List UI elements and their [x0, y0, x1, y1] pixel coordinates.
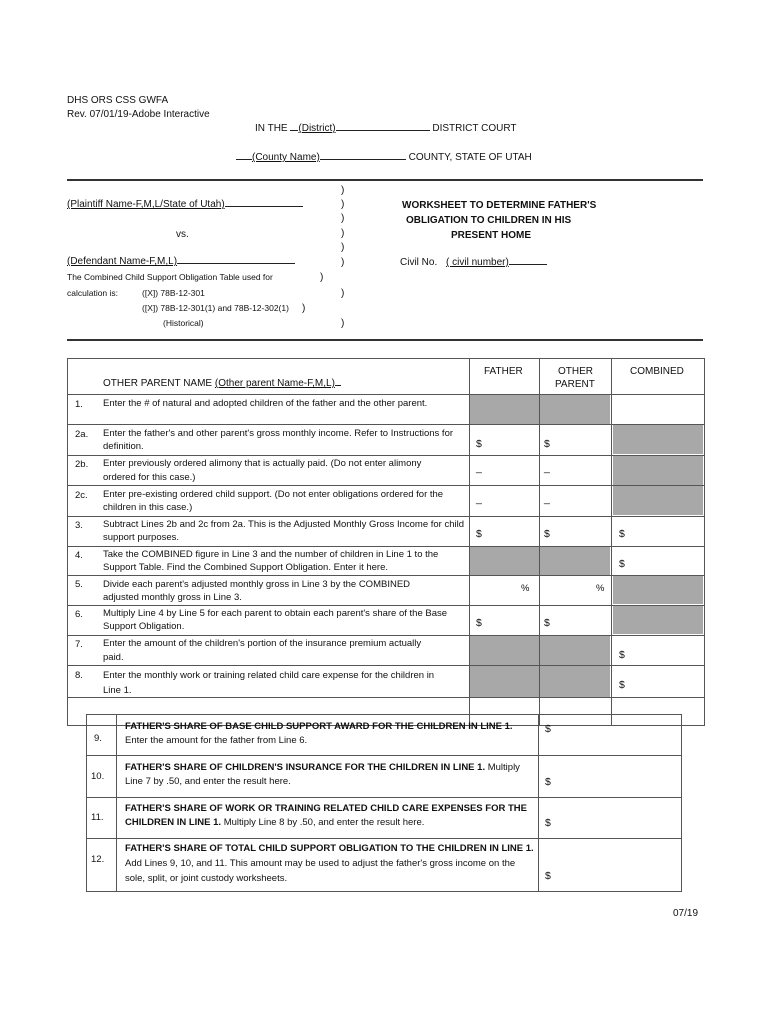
line-10-field[interactable]: $ — [545, 776, 551, 788]
father-3-field[interactable]: $ — [476, 528, 482, 540]
row-text: Enter the father's and other parent's gross monthly income. Refer to Instructions for definition. — [103, 428, 454, 452]
caption-paren: ) — [341, 288, 345, 299]
summary-row-text: FATHER'S SHARE OF CHILDREN'S INSURANCE FOR THE CHILDREN IN LINE 1. Multiply Line 7 by .50, and enter the result here. — [125, 762, 520, 787]
row-text: Divide each parent's adjusted monthly gross in Line 3 by the COMBINED adjusted monthly gross in Line 3. — [103, 579, 411, 603]
summary-row-number: 12. — [91, 854, 105, 865]
other-2a-field[interactable]: $ — [544, 438, 550, 450]
footer-date: 07/19 — [673, 908, 699, 919]
summary-row-text: FATHER'S SHARE OF BASE CHILD SUPPORT AWARD FOR THE CHILDREN IN LINE 1. Enter the amount for the father from Line 6. — [125, 721, 513, 746]
combined-8-field[interactable]: $ — [619, 679, 625, 691]
line-9-field[interactable]: $ — [545, 723, 551, 735]
row-number: 3. — [75, 520, 83, 531]
row-number: 2b. — [75, 459, 89, 470]
caption-paren: ) — [341, 185, 345, 196]
caption-paren: ) — [341, 213, 345, 224]
caption-paren: ) — [341, 242, 345, 253]
caption-bottom-rule — [67, 339, 703, 341]
shaded-cell — [613, 605, 703, 634]
plaintiff-field[interactable]: (Plaintiff Name-F,M,L/State of Utah) — [67, 199, 225, 210]
court-line: IN THE (District) DISTRICT COURT — [255, 123, 517, 134]
shaded-cell — [540, 547, 610, 575]
form-id: DHS ORS CSS GWFA — [67, 95, 169, 106]
form-revision: Rev. 07/01/19-Adobe Interactive — [67, 109, 210, 120]
county-field[interactable]: (County Name) — [252, 152, 320, 163]
worksheet-title-3: PRESENT HOME — [451, 230, 532, 241]
row-text: Multiply Line 4 by Line 5 for each parent to obtain each parent's share of the Base Support Obligation. — [103, 608, 448, 632]
col-combined: COMBINED — [630, 366, 684, 377]
plaintiff-line — [67, 199, 303, 210]
row-number: 2c. — [75, 490, 88, 501]
summary-row-text: FATHER'S SHARE OF WORK OR TRAINING RELATED CHILD CARE EXPENSES FOR THE CHILDREN IN LINE 1. Multiply Line 8 by .50, and enter the result here. — [125, 803, 527, 828]
other-6-field[interactable]: $ — [544, 617, 550, 629]
summary-row-number: 9. — [94, 733, 102, 744]
caption-top-rule — [67, 179, 703, 181]
line-12-field[interactable]: $ — [545, 870, 551, 882]
shaded-cell — [540, 636, 610, 665]
combined-3-field[interactable]: $ — [619, 528, 625, 540]
other-parent-name-line: OTHER PARENT NAME (Other parent Name-F,M,L) — [103, 378, 341, 389]
row-number: 7. — [75, 639, 83, 650]
row-text: Enter the monthly work or training related child care expense for the children in Line 1. — [103, 670, 435, 696]
col-father: FATHER — [484, 366, 523, 377]
civil-number-field[interactable]: ( civil number) — [446, 257, 509, 268]
row-text: Enter the # of natural and adopted children of the father and the other parent. — [103, 398, 428, 409]
father-6-field[interactable]: $ — [476, 617, 482, 629]
shaded-cell — [469, 636, 539, 665]
shaded-cell — [613, 486, 703, 515]
table-note: The Combined Child Support Obligation Table used for — [67, 272, 273, 282]
defendant-field[interactable]: (Defendant Name-F,M,L) — [67, 256, 178, 267]
option-301-302[interactable]: ([X]) 78B-12-301(1) and 78B-12-302(1) — [142, 303, 289, 313]
caption-paren: ) — [302, 303, 306, 314]
caption-paren: ) — [341, 318, 345, 329]
row-number: 5. — [75, 579, 83, 590]
row-text: Subtract Lines 2b and 2c from 2a. This is the Adjusted Monthly Gross Income for child support purposes. — [103, 519, 465, 543]
district-field[interactable]: (District) — [298, 123, 336, 134]
shaded-cell — [540, 666, 610, 697]
summary-table — [86, 714, 682, 892]
summary-row-text: FATHER'S SHARE OF TOTAL CHILD SUPPORT OBLIGATION TO THE CHILDREN IN LINE 1. Add Lines 9, 10, and 11. This amount may be used to adjust the father's gross income on the sole, split, or joint custody worksheets. — [125, 843, 534, 884]
father-2a-field[interactable]: $ — [476, 438, 482, 450]
other-3-field[interactable]: $ — [544, 528, 550, 540]
other-2b-field[interactable]: _ — [544, 462, 550, 474]
father-2c-field[interactable]: _ — [476, 493, 482, 505]
shaded-cell — [469, 666, 539, 697]
worksheet-table — [67, 358, 705, 726]
caption-paren: ) — [341, 199, 345, 210]
summary-row-number: 11. — [91, 812, 104, 823]
other-parent-name-field[interactable]: (Other parent Name-F,M,L) — [214, 378, 335, 389]
father-5-field[interactable]: % — [521, 583, 530, 594]
caption-paren: ) — [320, 272, 324, 283]
combined-7-field[interactable]: $ — [619, 649, 625, 661]
caption-paren: ) — [341, 257, 345, 268]
summary-row-number: 10. — [91, 771, 105, 782]
row-number: 2a. — [75, 429, 89, 440]
county-line: (County Name) COUNTY, STATE OF UTAH — [236, 152, 532, 163]
shaded-cell — [540, 394, 610, 424]
line-11-field[interactable]: $ — [545, 817, 551, 829]
father-2b-field[interactable]: _ — [476, 462, 482, 474]
row-number: 1. — [75, 399, 83, 410]
row-text: Take the COMBINED figure in Line 3 and the number of children in Line 1 to the Support Table. Find the Combined Support Obligation. Enter it here. — [103, 549, 439, 573]
row-number: 4. — [75, 550, 83, 561]
col-other-parent: PARENT — [555, 379, 595, 390]
shaded-cell — [613, 576, 703, 604]
vs-label: vs. — [176, 229, 189, 240]
row-number: 8. — [75, 670, 83, 681]
row-number: 6. — [75, 609, 83, 620]
defendant-line — [67, 256, 295, 267]
row-text: Enter previously ordered alimony that is actually paid. (Do not enter alimony ordered for this case.) — [103, 458, 422, 483]
worksheet-title-2: OBLIGATION TO CHILDREN IN HIS — [406, 215, 572, 226]
col-other-parent: OTHER — [558, 366, 593, 377]
row-text: Enter pre-existing ordered child support. (Do not enter obligations ordered for the children in this case.) — [103, 489, 444, 513]
shaded-cell — [613, 425, 703, 454]
shaded-cell — [469, 394, 539, 424]
shaded-cell — [469, 547, 539, 575]
civil-no-line: Civil No. ( civil number) — [400, 257, 547, 268]
row-text: Enter the amount of the children's portion of the insurance premium actually paid. — [103, 638, 422, 663]
shaded-cell — [613, 455, 703, 485]
option-301[interactable]: ([X]) 78B-12-301 — [142, 288, 205, 298]
worksheet-title-1: WORKSHEET TO DETERMINE FATHER'S — [402, 200, 597, 211]
other-2c-field[interactable]: _ — [544, 493, 550, 505]
combined-4-field[interactable]: $ — [619, 558, 625, 570]
other-5-field[interactable]: % — [596, 583, 605, 594]
calc-label: calculation is: — [67, 288, 119, 298]
caption-paren: ) — [341, 228, 345, 239]
historical-label: (Historical) — [163, 318, 204, 328]
